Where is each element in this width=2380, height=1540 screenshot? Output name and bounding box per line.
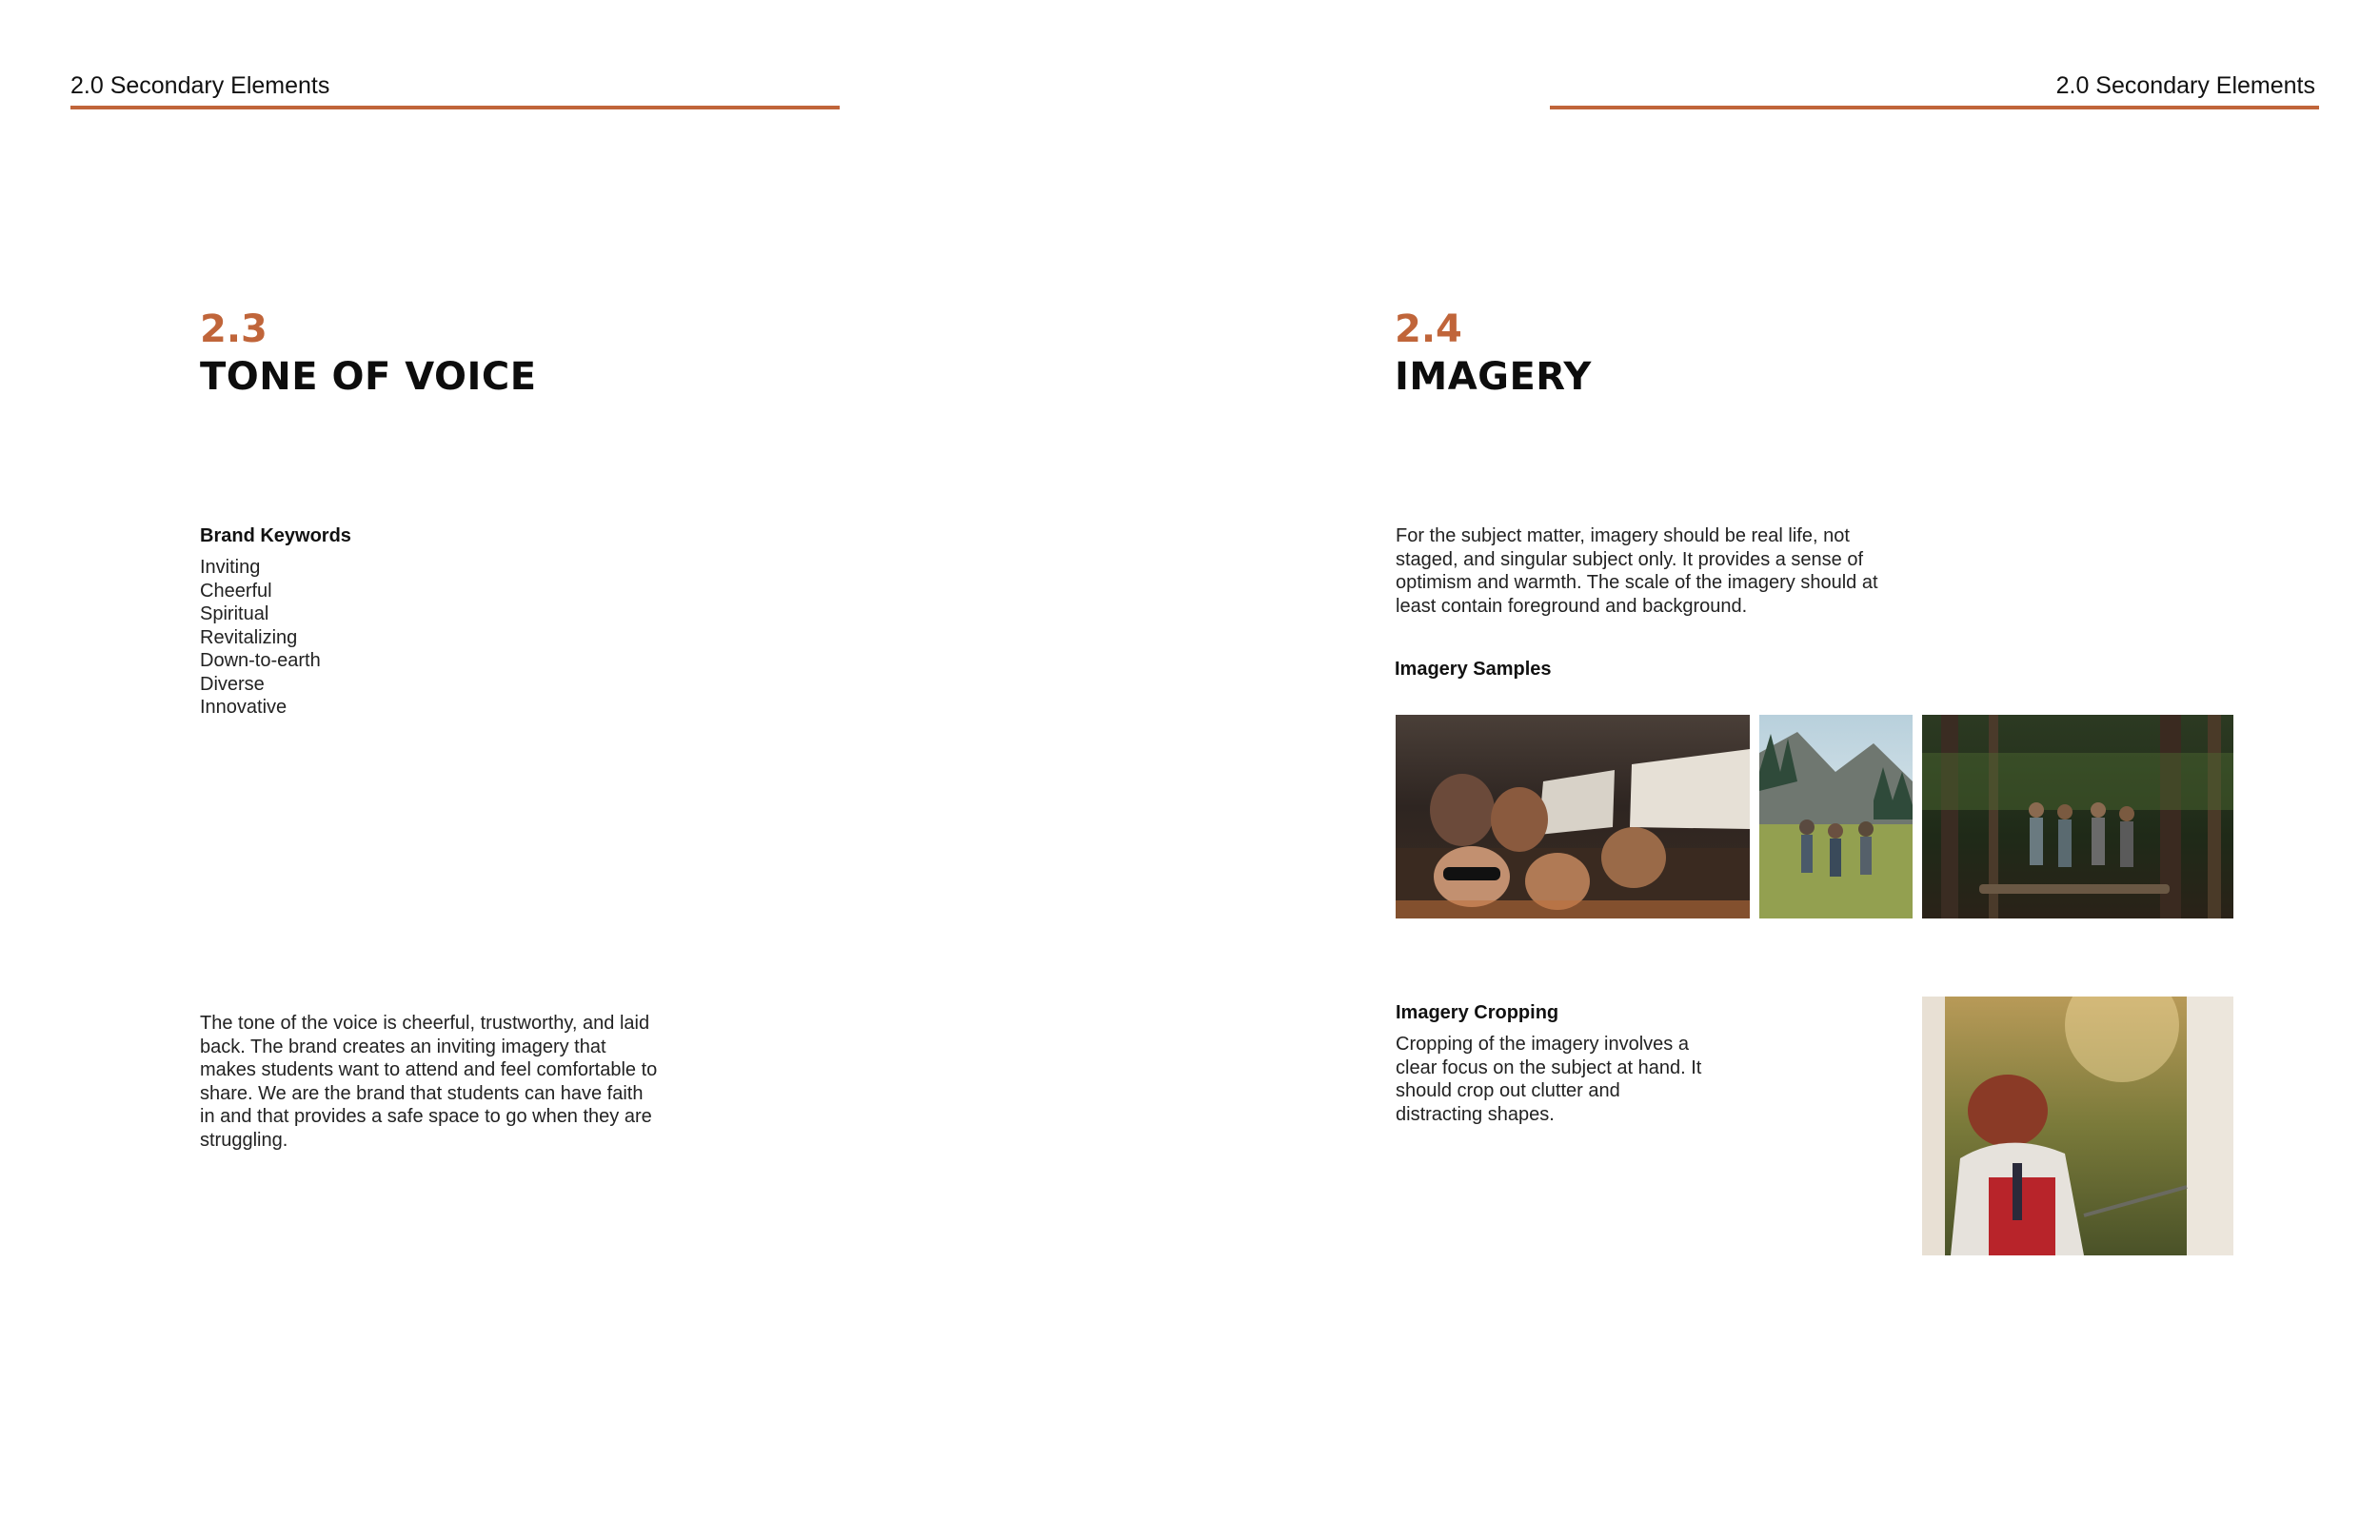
keyword-item: Spiritual [200,603,269,624]
section-number-2-3: 2.3 [200,307,268,351]
header-rule-right [1550,106,2319,109]
section-number-2-4: 2.4 [1395,307,1462,351]
brand-keywords-heading: Brand Keywords [200,525,351,546]
keyword-item: Down-to-earth [200,650,321,671]
imagery-intro: For the subject matter, imagery should be real life, not staged, and singular subject only. It provides a sense of optimism and warmth. The scale of the imagery should at least contain foreground and background. [1396,525,1878,617]
imagery-samples-heading: Imagery Samples [1395,659,1552,680]
cropping-example-photo [1922,997,2233,1255]
imagery-cropping-heading: Imagery Cropping [1396,1002,1559,1023]
keyword-item: Diverse [200,673,265,695]
imagery-cropping-text: Cropping of the imagery involves a clear focus on the subject at hand. It should crop out clutter and distracting shapes. [1396,1034,1702,1125]
keyword-item: Revitalizing [200,626,298,648]
section-title-imagery: IMAGERY [1395,355,1592,399]
brand-keywords-list [200,556,321,720]
running-header-left: 2.0 Secondary Elements [70,72,330,99]
tone-description: The tone of the voice is cheerful, trustworthy, and laid back. The brand creates an inviting imagery that makes students want to attend and feel comfortable to share. We are the brand that students can have faith in and that provides a safe space to go when they are struggling. [200,1013,658,1151]
keyword-item: Inviting [200,557,261,578]
keyword-item: Cheerful [200,580,272,602]
sample-photo-van [1396,715,1750,918]
keyword-item: Innovative [200,697,288,718]
sample-photo-meadow [1759,715,1913,918]
header-rule-left [70,106,840,109]
sample-photo-forest [1922,715,2233,918]
section-title-tone-of-voice: TONE OF VOICE [200,355,537,399]
running-header-right: 2.0 Secondary Elements [2055,72,2315,99]
